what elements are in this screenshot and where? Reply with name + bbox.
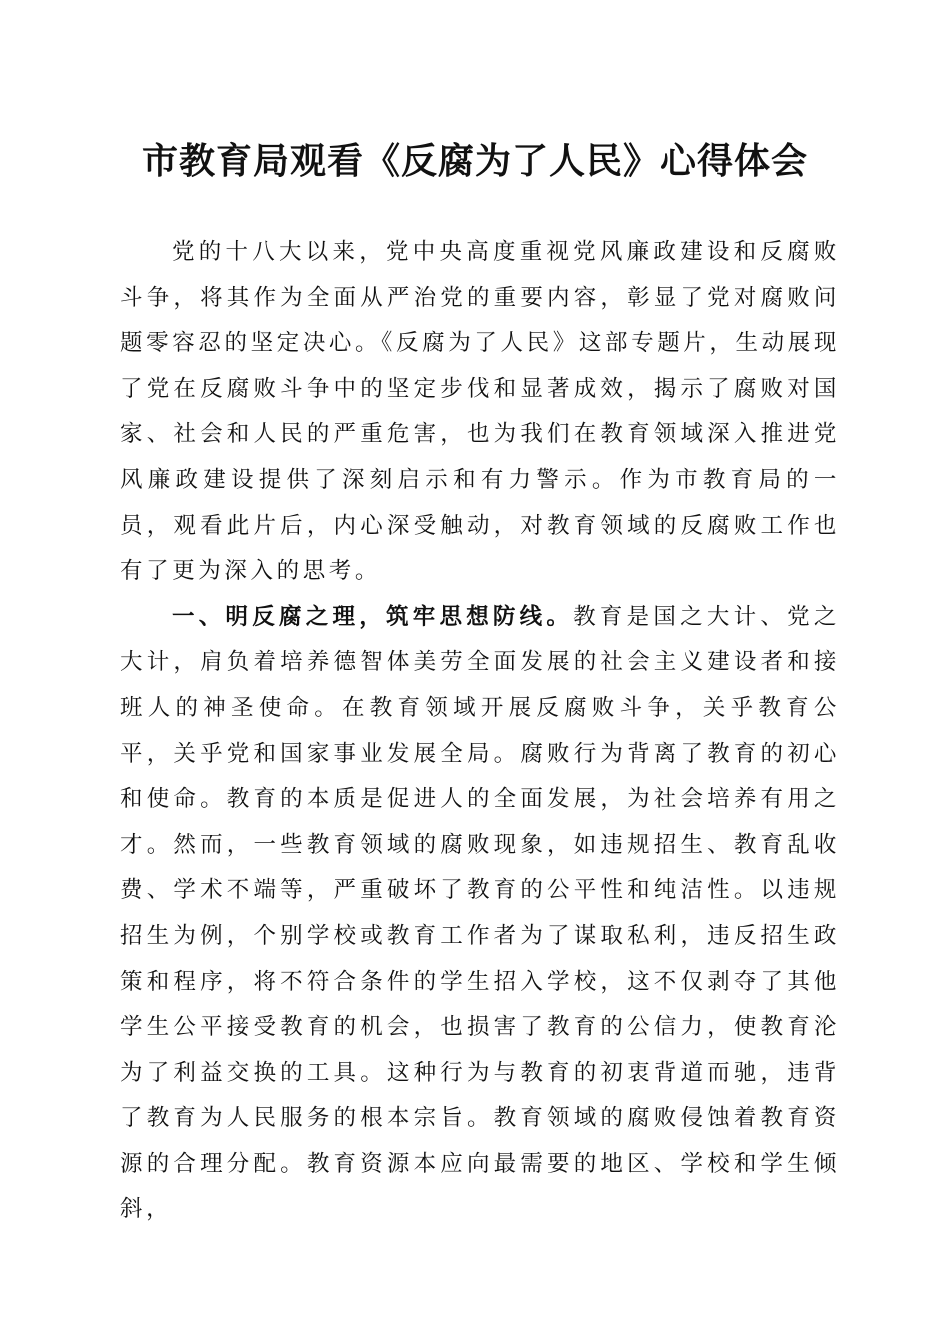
document-title: 市教育局观看《反腐为了人民》心得体会 — [141, 140, 808, 182]
section-heading: 一、明反腐之理，筑牢思想防线。 — [172, 603, 574, 630]
paragraph-text: 党的十八大以来，党中央高度重视党风廉政建设和反腐败斗争，将其作为全面从严治党的重要内容，彰显了党对腐败问题零容忍的坚定决心。《反腐为了人民》这部专题片，生动展现了党在反腐败斗争中的坚定步伐和显著成效，揭示了腐败对国家、社会和人民的严重危害，也为我们在教育领域深入推进党风廉政建设提供了深刻启示和有力警示。作为市教育局的一员，观看此片后，内心深受触动，对教育领域的反腐败工作也有了更为深入的思考。 — [120, 239, 840, 585]
section-one-paragraph — [120, 595, 840, 1233]
document-body — [120, 230, 840, 1233]
intro-paragraph — [120, 230, 840, 595]
paragraph-text: 教育是国之大计、党之大计，肩负着培养德智体美劳全面发展的社会主义建设者和接班人的神圣使命。在教育领域开展反腐败斗争，关乎教育公平，关乎党和国家事业发展全局。腐败行为背离了教育的初心和使命。教育的本质是促进人的全面发展，为社会培养有用之才。然而，一些教育领域的腐败现象，如违规招生、教育乱收费、学术不端等，严重破坏了教育的公平性和纯洁性。以违规招生为例，个别学校或教育工作者为了谋取私利，违反招生政策和程序，将不符合条件的学生招入学校，这不仅剥夺了其他学生公平接受教育的机会，也损害了教育的公信力，使教育沦为了利益交换的工具。这种行为与教育的初衷背道而驰，违背了教育为人民服务的根本宗旨。教育领域的腐败侵蚀着教育资源的合理分配。教育资源本应向最需要的地区、学校和学生倾斜， — [120, 603, 840, 1223]
